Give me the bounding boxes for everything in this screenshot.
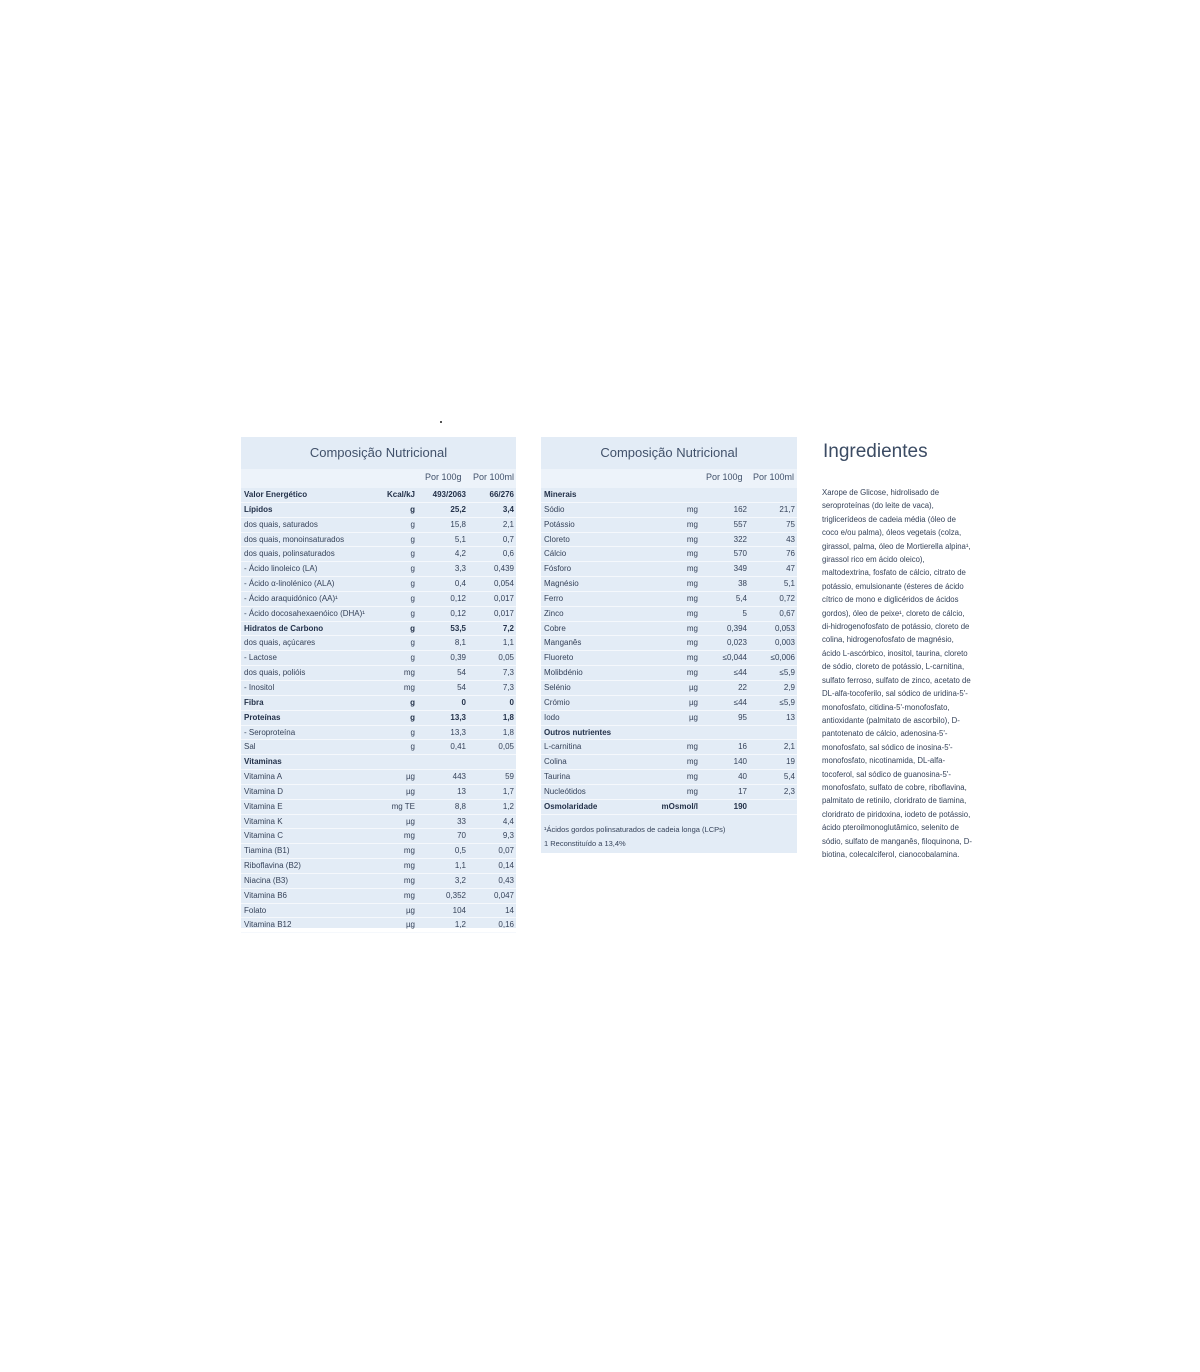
row-unit: Kcal/kJ — [386, 490, 415, 499]
table-title: Composição Nutricional — [600, 445, 738, 460]
row-value-per-100g: 1,2 — [454, 920, 466, 930]
nutrition-table-left — [241, 437, 516, 928]
row-unit: mg — [686, 623, 698, 633]
table-row — [541, 740, 797, 755]
row-value-per-100g: 3,2 — [454, 875, 466, 885]
row-unit: g — [410, 638, 415, 648]
table-row — [241, 592, 516, 607]
table-row — [241, 562, 516, 577]
row-unit: mg — [403, 861, 415, 871]
row-value-per-100ml: 0,14 — [498, 861, 514, 871]
table-row — [541, 651, 797, 666]
row-label: Cloreto — [544, 534, 570, 544]
row-value-per-100ml: 0,43 — [498, 875, 514, 885]
row-value-per-100ml: 0,16 — [498, 920, 514, 930]
column-per-100ml: Por 100ml — [753, 472, 795, 482]
table-row — [241, 770, 516, 785]
row-value-per-100ml: 0,053 — [774, 623, 795, 633]
row-value-per-100g: 54 — [457, 682, 466, 692]
row-label: Cálcio — [544, 549, 567, 559]
table-row — [241, 577, 516, 592]
row-unit: mg — [686, 579, 698, 589]
table-row — [241, 740, 516, 755]
footnote-reconstitution: 1 Reconstituído a 13,4% — [544, 838, 626, 848]
row-value-per-100ml: 0,72 — [779, 593, 795, 603]
row-unit: µg — [405, 905, 415, 915]
table-row — [541, 533, 797, 548]
table-row — [241, 874, 516, 889]
row-value-per-100g: 8,1 — [454, 638, 466, 648]
row-value-per-100g: 15,8 — [450, 519, 466, 529]
row-label: Selénio — [544, 682, 571, 692]
row-value-per-100ml: 47 — [786, 564, 795, 574]
table-body — [541, 488, 797, 815]
table-row — [241, 800, 516, 815]
row-value-per-100ml: ≤5,9 — [779, 668, 795, 678]
row-label: dos quais, monoinsaturados — [244, 534, 345, 544]
row-value-per-100g: 16 — [738, 742, 747, 752]
row-value-per-100ml: 0,07 — [498, 846, 514, 856]
table-row — [541, 518, 797, 533]
row-unit: mg — [686, 549, 698, 559]
row-label: - Inositol — [244, 682, 275, 692]
table-row — [541, 726, 797, 741]
row-label: Fluoreto — [544, 653, 574, 663]
top-dot — [440, 421, 442, 423]
column-per-100g: Por 100g — [706, 472, 743, 482]
row-label: - Seroproteína — [244, 727, 296, 737]
row-unit: mg — [403, 890, 415, 900]
row-unit: µg — [688, 712, 698, 722]
row-label: Fibra — [244, 697, 264, 707]
row-unit: g — [410, 504, 415, 514]
row-label: Vitamina K — [244, 816, 283, 826]
table-row — [541, 488, 797, 503]
row-label: Cobre — [544, 623, 566, 633]
row-value-per-100g: ≤44 — [733, 668, 747, 678]
row-label: Vitamina C — [244, 831, 283, 841]
table-row — [541, 666, 797, 681]
row-unit: mg — [686, 638, 698, 648]
table-row — [241, 681, 516, 696]
row-label: Colina — [544, 757, 567, 767]
table-row — [241, 918, 516, 933]
row-unit: mg — [686, 534, 698, 544]
row-value-per-100ml: 1,2 — [502, 801, 514, 811]
row-unit: mg — [403, 831, 415, 841]
row-value-per-100ml: 0,054 — [493, 579, 514, 589]
row-value-per-100g: 0,023 — [726, 638, 747, 648]
row-value-per-100ml: 3,4 — [502, 504, 514, 514]
row-value-per-100ml: 0 — [509, 697, 514, 707]
row-value-per-100ml: 1,8 — [502, 712, 514, 722]
row-value-per-100g: 5,1 — [454, 534, 466, 544]
row-label: Riboflavina (B2) — [244, 861, 301, 871]
table-row — [541, 755, 797, 770]
table-row — [241, 844, 516, 859]
row-unit: g — [410, 697, 415, 707]
row-label: - Ácido araquidónico (AA)¹ — [244, 593, 338, 603]
row-label: Minerais — [544, 490, 577, 499]
table-row — [541, 711, 797, 726]
row-label: Outros nutrientes — [544, 727, 612, 737]
table-row — [241, 636, 516, 651]
row-unit: g — [410, 623, 415, 633]
row-value-per-100g: 570 — [733, 549, 747, 559]
row-unit: mg — [686, 668, 698, 678]
row-label: Vitamina E — [244, 801, 283, 811]
row-label: - Lactose — [244, 653, 277, 663]
row-value-per-100g: 104 — [452, 905, 466, 915]
row-unit: µg — [405, 772, 415, 782]
row-value-per-100ml: 4,4 — [502, 816, 514, 826]
row-unit: g — [410, 742, 415, 752]
row-value-per-100ml: 7,2 — [502, 623, 514, 633]
row-value-per-100g: 0,41 — [450, 742, 466, 752]
row-unit: mg TE — [391, 801, 415, 811]
row-label: Lípidos — [244, 504, 273, 514]
row-label: Sódio — [544, 504, 565, 514]
row-value-per-100ml: 13 — [786, 712, 795, 722]
row-value-per-100ml: 0,05 — [498, 742, 514, 752]
row-value-per-100ml: 2,3 — [783, 786, 795, 796]
table-row — [241, 607, 516, 622]
row-value-per-100ml: 7,3 — [502, 668, 514, 678]
row-value-per-100g: 0,352 — [445, 890, 466, 900]
row-value-per-100g: 5 — [742, 608, 747, 618]
row-unit: mg — [686, 504, 698, 514]
table-row — [541, 785, 797, 800]
row-value-per-100ml: 2,1 — [783, 742, 795, 752]
row-value-per-100g: 140 — [733, 757, 747, 767]
row-value-per-100g: 53,5 — [450, 623, 466, 633]
row-unit: g — [410, 712, 415, 722]
row-value-per-100g: 0 — [461, 697, 466, 707]
row-value-per-100ml: 75 — [786, 519, 795, 529]
row-value-per-100g: 190 — [733, 801, 747, 811]
row-label: Ferro — [544, 593, 564, 603]
table-row — [541, 503, 797, 518]
table-row — [241, 622, 516, 637]
row-value-per-100g: 40 — [738, 772, 747, 782]
row-unit: mg — [403, 875, 415, 885]
row-label: Manganês — [544, 638, 582, 648]
table-row — [241, 547, 516, 562]
table-row — [241, 696, 516, 711]
column-per-100ml: Por 100ml — [473, 472, 515, 482]
row-label: Folato — [244, 905, 267, 915]
row-value-per-100ml: 0,05 — [498, 653, 514, 663]
row-value-per-100g: 557 — [733, 519, 747, 529]
row-value-per-100g: ≤0,044 — [722, 653, 747, 663]
row-value-per-100g: 38 — [738, 579, 747, 589]
row-value-per-100ml: 0,047 — [493, 890, 514, 900]
row-unit: µg — [688, 697, 698, 707]
row-unit: mg — [686, 757, 698, 767]
row-value-per-100ml: 76 — [786, 549, 795, 559]
row-unit: mg — [686, 608, 698, 618]
nutrition-table-right — [541, 437, 797, 853]
row-label: Iodo — [544, 712, 560, 722]
row-value-per-100ml: 0,017 — [493, 608, 514, 618]
table-row — [241, 518, 516, 533]
row-label: Nucleótidos — [544, 786, 586, 796]
column-header — [541, 469, 797, 488]
row-value-per-100g: 0,39 — [450, 653, 466, 663]
row-label: Vitaminas — [244, 757, 282, 767]
row-value-per-100ml: 0,003 — [774, 638, 795, 648]
row-value-per-100ml: 9,3 — [502, 831, 514, 841]
row-label: Magnésio — [544, 579, 579, 589]
column-header — [241, 469, 516, 488]
row-value-per-100ml: 14 — [505, 905, 514, 915]
row-label: Zinco — [544, 608, 564, 618]
table-row — [541, 696, 797, 711]
row-unit: g — [410, 579, 415, 589]
table-row — [541, 622, 797, 637]
row-value-per-100ml: 5,4 — [783, 772, 795, 782]
row-unit: µg — [405, 816, 415, 826]
footnote-lcp: ¹Ácidos gordos polinsaturados de cadeia longa (LCPs) — [544, 824, 726, 834]
row-label: - Ácido docosahexaenóico (DHA)¹ — [244, 608, 365, 618]
row-label: - Ácido α-linolénico (ALA) — [244, 579, 335, 589]
row-label: - Ácido linoleico (LA) — [244, 564, 318, 574]
row-unit: g — [410, 534, 415, 544]
row-unit: mg — [403, 668, 415, 678]
row-value-per-100ml: 21,7 — [779, 504, 795, 514]
row-value-per-100g: ≤44 — [733, 697, 747, 707]
row-value-per-100g: 33 — [457, 816, 466, 826]
table-row — [241, 785, 516, 800]
row-value-per-100g: 1,1 — [454, 861, 466, 871]
table-row — [241, 829, 516, 844]
row-value-per-100ml: 43 — [786, 534, 795, 544]
row-value-per-100g: 22 — [738, 682, 747, 692]
row-value-per-100ml: 0,017 — [493, 593, 514, 603]
row-label: Tiamina (B1) — [244, 846, 290, 856]
row-value-per-100g: 5,4 — [735, 593, 747, 603]
table-row — [541, 577, 797, 592]
row-value-per-100g: 17 — [738, 786, 747, 796]
row-value-per-100g: 0,394 — [726, 623, 747, 633]
table-row — [241, 755, 516, 770]
row-label: Fósforo — [544, 564, 572, 574]
table-row — [541, 592, 797, 607]
row-value-per-100ml: 59 — [505, 772, 514, 782]
row-value-per-100g: 54 — [457, 668, 466, 678]
row-unit: g — [410, 593, 415, 603]
row-unit: mg — [686, 786, 698, 796]
row-label: Vitamina B6 — [244, 890, 287, 900]
row-label: Niacina (B3) — [244, 875, 289, 885]
row-unit: µg — [688, 682, 698, 692]
row-unit: g — [410, 727, 415, 737]
row-unit: mg — [403, 846, 415, 856]
row-label: dos quais, polinsaturados — [244, 549, 335, 559]
row-value-per-100g: 8,8 — [454, 801, 466, 811]
row-unit: µg — [405, 786, 415, 796]
row-label: dos quais, polióis — [244, 668, 306, 678]
row-value-per-100g: 13 — [457, 786, 466, 796]
table-row — [241, 904, 516, 919]
table-row — [241, 488, 516, 503]
row-value-per-100g: 13,3 — [450, 727, 466, 737]
row-value-per-100ml: 0,6 — [502, 549, 514, 559]
table-body — [241, 488, 516, 933]
row-value-per-100g: 70 — [457, 831, 466, 841]
table-row — [541, 681, 797, 696]
table-title: Composição Nutricional — [309, 445, 448, 460]
row-unit: g — [410, 549, 415, 559]
table-row — [241, 889, 516, 904]
row-value-per-100g: 322 — [733, 534, 747, 544]
row-value-per-100ml: 0,67 — [779, 608, 795, 618]
row-value-per-100g: 0,12 — [450, 608, 466, 618]
table-row — [541, 636, 797, 651]
table-row — [541, 547, 797, 562]
row-label: Vitamina A — [244, 772, 283, 782]
row-value-per-100ml: ≤5,9 — [779, 697, 795, 707]
row-unit: µg — [405, 920, 415, 930]
row-value-per-100g: 0,4 — [454, 579, 466, 589]
row-label: Valor Energético — [244, 490, 308, 499]
row-unit: mg — [686, 742, 698, 752]
row-value-per-100g: 25,2 — [450, 504, 466, 514]
table-row — [241, 711, 516, 726]
table-row — [241, 533, 516, 548]
row-value-per-100ml: 7,3 — [502, 682, 514, 692]
row-label: Taurina — [544, 772, 571, 782]
row-value-per-100ml: 1,1 — [502, 638, 514, 648]
row-unit: mg — [686, 772, 698, 782]
column-per-100g: Por 100g — [425, 472, 462, 482]
row-unit: mg — [686, 653, 698, 663]
row-label: Proteínas — [244, 712, 281, 722]
row-value-per-100g: 162 — [733, 504, 747, 514]
row-value-per-100ml: 0,439 — [493, 564, 514, 574]
row-value-per-100ml: 2,9 — [783, 682, 795, 692]
table-row — [241, 726, 516, 741]
table-row — [541, 770, 797, 785]
table-row — [541, 800, 797, 815]
row-value-per-100g: 349 — [733, 564, 747, 574]
table-row — [241, 666, 516, 681]
row-label: dos quais, açúcares — [244, 638, 316, 648]
row-value-per-100g: 3,3 — [454, 564, 466, 574]
table-row — [241, 859, 516, 874]
row-label: Molibdénio — [544, 668, 583, 678]
row-value-per-100ml: 0,7 — [502, 534, 514, 544]
row-unit: mg — [686, 593, 698, 603]
row-value-per-100ml: 66/276 — [489, 490, 514, 499]
row-label: Potássio — [544, 519, 575, 529]
row-unit: mg — [686, 564, 698, 574]
row-label: dos quais, saturados — [244, 519, 318, 529]
ingredients-title: Ingredientes — [823, 441, 928, 462]
table-row — [541, 562, 797, 577]
row-value-per-100g: 443 — [452, 772, 466, 782]
row-label: Vitamina B12 — [244, 920, 292, 930]
row-value-per-100ml: ≤0,006 — [770, 653, 795, 663]
row-value-per-100ml: 1,7 — [502, 786, 514, 796]
row-label: Osmolaridade — [544, 801, 598, 811]
table-row — [241, 651, 516, 666]
table-row — [241, 815, 516, 830]
row-label: Hidratos de Carbono — [244, 623, 324, 633]
table-row — [241, 503, 516, 518]
row-value-per-100g: 493/2063 — [432, 490, 466, 499]
row-value-per-100ml: 2,1 — [502, 519, 514, 529]
row-unit: mg — [686, 519, 698, 529]
row-label: Crómio — [544, 697, 570, 707]
row-value-per-100ml: 1,8 — [502, 727, 514, 737]
footnotes — [541, 815, 797, 851]
row-unit: mOsmol/l — [661, 801, 698, 811]
table-row — [541, 607, 797, 622]
row-unit: g — [410, 564, 415, 574]
row-unit: g — [410, 519, 415, 529]
row-unit: g — [410, 653, 415, 663]
row-value-per-100g: 0,12 — [450, 593, 466, 603]
ingredients-text: Xarope de Glicose, hidrolisado de seroproteínas (do leite de vaca), triglicerídeos de cadeia média (óleo de coco e/ou palma), óleos vegetais (colza, girassol, palma, óleo de Mortierella alpina¹, girassol rico em ácido oleico), maltodextrina, fosfato de cálcio, citrato de potássio, emulsionante (ésteres de ácido cítrico de mono e diglicéridos de ácidos gordos), óleo de peixe¹, cloreto de cálcio, di-hidrogenofosfato de potássio, cloreto de colina, hidrogenofosfato de magnésio, ácido L-ascórbico, inositol, taurina, cloreto de sódio, cloreto de potássio, L-carnitina, sulfato ferroso, sulfato de zinco, acetato de DL-alfa-tocoferilo, sal sódico de uridina-5'-monofosfato, citidina-5'-monofosfato, antioxidante (palmitato de ascorbilo), D-pantotenato de cálcio, adenosina-5'-monofosfato, sal sódico de inosina-5'-monofosfato, nicotinamida, DL-alfa-tocoferol, sal sódico de guanosina-5'-monofosfato, sulfato de cobre, riboflavina, palmitato de retinilo, cloridrato de tiamina, cloridrato de piridoxina, iodeto de potássio, ácido pteroilmonoglutâmico, selenito de sódio, sulfato de manganês, filoquinona, D-biotina, colecalciferol, cianocobalamina. — [822, 488, 972, 859]
row-value-per-100ml: 5,1 — [783, 579, 795, 589]
row-unit: g — [410, 608, 415, 618]
row-label: L-carnitina — [544, 742, 582, 752]
row-value-per-100g: 95 — [738, 712, 747, 722]
row-unit: mg — [403, 682, 415, 692]
row-value-per-100g: 4,2 — [454, 549, 466, 559]
row-value-per-100g: 0,5 — [454, 846, 466, 856]
row-value-per-100ml: 19 — [786, 757, 795, 767]
row-label: Sal — [244, 742, 256, 752]
row-label: Vitamina D — [244, 786, 283, 796]
row-value-per-100g: 13,3 — [450, 712, 466, 722]
